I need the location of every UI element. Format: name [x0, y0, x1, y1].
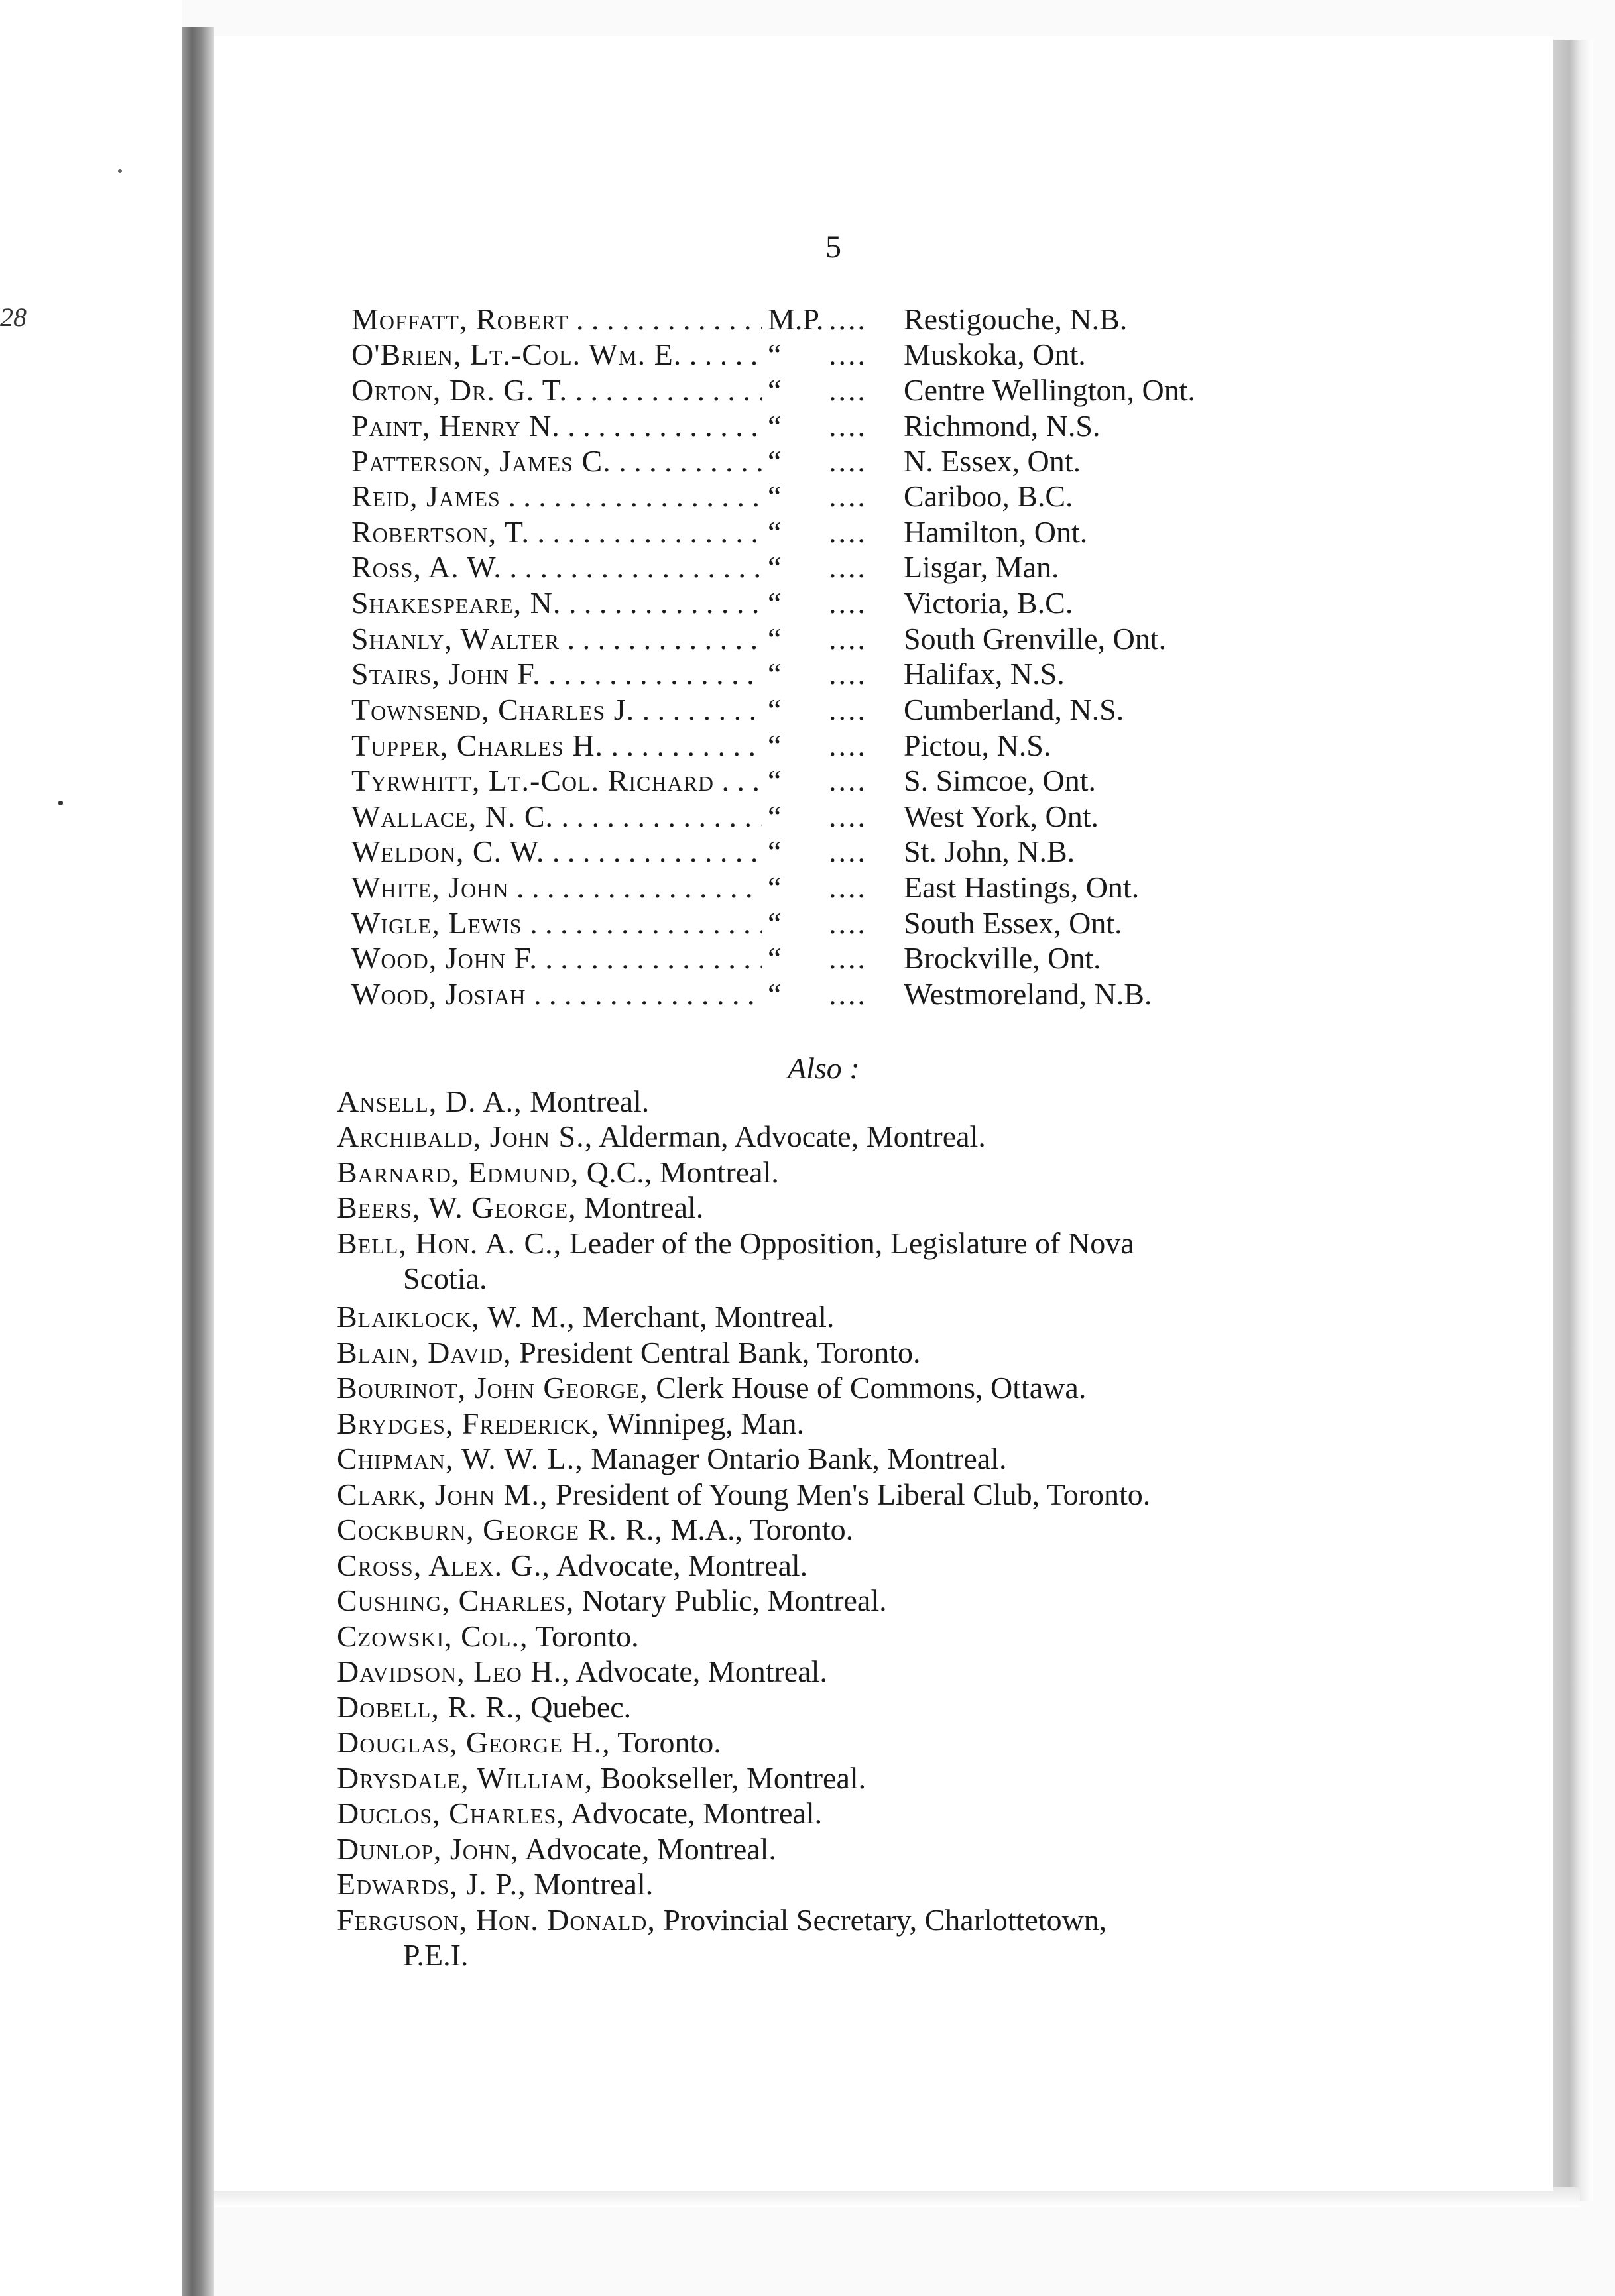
leader-dots: [829, 337, 867, 372]
member-title: “: [768, 728, 782, 762]
member-name: Orton, Dr. G. T. . . .: [351, 373, 762, 408]
member-constituency: Lisgar, Man.: [904, 550, 1059, 584]
entry-name: Clark, John M.,: [337, 1477, 548, 1511]
member-name: Wigle, Lewis . . .: [351, 905, 762, 941]
scan-speck: [58, 801, 63, 805]
entry-name: Brydges, Frederick,: [337, 1406, 600, 1440]
leader-dots: [829, 373, 867, 408]
member-name: White, John . . .: [351, 870, 762, 905]
leader-dots: [829, 941, 867, 976]
entry-detail: Advocate, Montreal.: [524, 1832, 776, 1866]
member-constituency: Centre Wellington, Ont.: [904, 373, 1196, 407]
entry-name: Bell, Hon. A. C.,: [337, 1226, 562, 1260]
entry-name: Cushing, Charles,: [337, 1583, 575, 1617]
member-title: “: [768, 906, 782, 940]
member-name: Townsend, Charles J. . . .: [351, 692, 762, 727]
list-item: [337, 1902, 1311, 1973]
member-constituency: Pictou, N.S.: [904, 728, 1051, 762]
list-item: [337, 1084, 1311, 1119]
member-constituency: Cumberland, N.S.: [904, 693, 1124, 726]
list-item: [337, 1155, 1311, 1190]
list-item: [337, 1512, 1311, 1547]
member-constituency: St. John, N.B.: [904, 834, 1075, 868]
member-constituency: Cariboo, B.C.: [904, 479, 1073, 513]
entry-name: Cockburn, George R. R.,: [337, 1513, 663, 1546]
member-constituency: East Hastings, Ont.: [904, 870, 1140, 904]
member-constituency: South Grenville, Ont.: [904, 622, 1167, 656]
member-title: “: [768, 409, 782, 443]
entry-name: Beers, W. George,: [337, 1190, 577, 1224]
leader-dots: [829, 514, 867, 549]
list-item: [337, 1760, 1311, 1796]
member-title: “: [768, 373, 782, 407]
member-title: “: [768, 693, 782, 726]
member-constituency: Richmond, N.S.: [904, 409, 1101, 443]
margin-fragment: 28: [0, 302, 27, 332]
member-constituency: N. Essex, Ont.: [904, 444, 1081, 478]
member-name: Weldon, C. W. . . .: [351, 834, 762, 869]
member-name: Wood, John F. . . .: [351, 941, 762, 976]
member-constituency: South Essex, Ont.: [904, 906, 1122, 940]
member-title: “: [768, 834, 782, 868]
member-name: Ross, A. W. . . .: [351, 549, 762, 585]
member-name: Reid, James . . .: [351, 479, 762, 514]
member-constituency: S. Simcoe, Ont.: [904, 764, 1097, 797]
entry-detail: Leader of the Opposition, Legislature of Nova: [569, 1226, 1134, 1260]
list-item: [337, 1226, 1311, 1296]
list-item: [337, 1796, 1311, 1831]
member-constituency: Muskoka, Ont.: [904, 337, 1086, 371]
member-name: Patterson, James C. . . .: [351, 443, 762, 479]
entry-continuation: P.E.I.: [403, 1938, 469, 1972]
member-name: Tupper, Charles H. . . .: [351, 728, 762, 763]
entry-name: Bourinot, John George,: [337, 1371, 648, 1405]
entry-detail: Quebec.: [530, 1690, 632, 1724]
entry-detail: Q.C., Montreal.: [586, 1155, 779, 1189]
member-name: Wood, Josiah . . .: [351, 976, 762, 1011]
leader-dots: [829, 728, 867, 763]
entry-name: Czowski, Col.,: [337, 1619, 528, 1653]
leader-dots: [829, 905, 867, 941]
leader-dots: [829, 834, 867, 869]
member-title: “: [768, 977, 782, 1011]
entry-name: Ansell, D. A.,: [337, 1084, 522, 1118]
leader-dots: [829, 799, 867, 834]
member-title: “: [768, 586, 782, 620]
member-name: Paint, Henry N. . . .: [351, 408, 762, 443]
member-constituency: West York, Ont.: [904, 799, 1099, 833]
leader-dots: [829, 621, 867, 656]
entry-detail: Toronto.: [535, 1619, 639, 1653]
entry-name: Davidson, Leo H.,: [337, 1654, 570, 1688]
member-title: “: [768, 657, 782, 691]
list-item: [337, 1406, 1311, 1441]
leader-dots: [829, 976, 867, 1011]
member-title: “: [768, 550, 782, 584]
member-constituency: Victoria, B.C.: [904, 586, 1073, 620]
entry-detail: Provincial Secretary, Charlottetown,: [663, 1903, 1107, 1937]
list-item: [337, 1190, 1311, 1225]
entry-detail: Advocate, Montreal.: [575, 1654, 827, 1688]
member-title: “: [768, 337, 782, 371]
member-title: “: [768, 444, 782, 478]
list-item: [337, 1548, 1311, 1583]
gutter-shadow: [182, 27, 214, 2296]
list-item: [337, 1725, 1311, 1760]
list-item: [337, 1654, 1311, 1689]
list-item: [337, 1690, 1311, 1725]
leader-dots: [829, 443, 867, 479]
page-number: 5: [825, 229, 841, 264]
member-name: Robertson, T. . . .: [351, 514, 762, 549]
member-name: O'Brien, Lt.-Col. Wm. E. . . .: [351, 337, 762, 372]
list-item: [337, 1335, 1311, 1370]
member-constituency: Westmoreland, N.B.: [904, 977, 1152, 1011]
member-name: Shanly, Walter . . .: [351, 621, 762, 656]
entry-name: Blain, David,: [337, 1336, 512, 1369]
member-title: “: [768, 515, 782, 549]
member-title: M.P.: [768, 302, 824, 336]
entry-detail: Advocate, Montreal.: [556, 1548, 808, 1582]
leader-dots: [829, 549, 867, 585]
member-title: “: [768, 764, 782, 797]
entry-name: Dobell, R. R.,: [337, 1690, 523, 1724]
member-constituency: Restigouche, N.B.: [904, 302, 1128, 336]
member-title: “: [768, 479, 782, 513]
entry-name: Archibald, John S.,: [337, 1119, 593, 1153]
member-name: Wallace, N. C. . . .: [351, 799, 762, 834]
entry-detail: Manager Ontario Bank, Montreal.: [591, 1442, 1007, 1475]
entry-detail: Merchant, Montreal.: [582, 1300, 835, 1334]
member-constituency: Hamilton, Ont.: [904, 515, 1088, 549]
entry-detail: Alderman, Advocate, Montreal.: [599, 1119, 986, 1153]
leader-dots: [829, 585, 867, 620]
entry-detail: Advocate, Montreal.: [570, 1796, 823, 1830]
member-title: “: [768, 941, 782, 975]
leader-dots: [829, 479, 867, 514]
scan-speck: [118, 169, 122, 173]
member-name: Stairs, John F. . . .: [351, 656, 762, 691]
member-name: Tyrwhitt, Lt.-Col. Richard . . .: [351, 763, 762, 798]
entry-name: Chipman, W. W. L.,: [337, 1442, 583, 1475]
entry-detail: Clerk House of Commons, Ottawa.: [656, 1371, 1087, 1405]
member-title: “: [768, 799, 782, 833]
entry-name: Barnard, Edmund,: [337, 1155, 579, 1189]
entry-name: Douglas, George H.,: [337, 1725, 611, 1759]
leader-dots: [829, 870, 867, 905]
entry-name: Dunlop, John,: [337, 1832, 519, 1866]
list-item: [337, 1119, 1311, 1154]
entry-name: Cross, Alex. G.,: [337, 1548, 550, 1582]
entry-detail: Bookseller, Montreal.: [600, 1761, 867, 1795]
entry-detail: Montreal.: [530, 1084, 650, 1118]
entry-detail: President Central Bank, Toronto.: [519, 1336, 921, 1369]
entry-name: Edwards, J. P.,: [337, 1867, 526, 1901]
entry-name: Blaiklock, W. M.,: [337, 1300, 575, 1334]
member-title: “: [768, 870, 782, 904]
list-item: [337, 1477, 1311, 1512]
entry-detail: Toronto.: [617, 1725, 721, 1759]
list-item: [337, 1831, 1311, 1866]
entry-name: Duclos, Charles,: [337, 1796, 565, 1830]
entry-name: Ferguson, Hon. Donald,: [337, 1903, 656, 1937]
list-item: [337, 1866, 1311, 1902]
leader-dots: [829, 302, 867, 337]
member-constituency: Brockville, Ont.: [904, 941, 1101, 975]
leader-dots: [829, 763, 867, 798]
entry-detail: M.A., Toronto.: [670, 1513, 854, 1546]
list-item: [337, 1619, 1311, 1654]
member-name: Moffatt, Robert . . .: [351, 302, 762, 337]
entry-detail: President of Young Men's Liberal Club, Toronto.: [555, 1477, 1151, 1511]
leader-dots: [829, 656, 867, 691]
member-name: Shakespeare, N. . . .: [351, 585, 762, 620]
list-item: [337, 1370, 1311, 1405]
entry-detail: Notary Public, Montreal.: [581, 1583, 887, 1617]
list-item: [337, 1441, 1311, 1476]
member-title: “: [768, 622, 782, 656]
entry-detail: Montreal.: [534, 1867, 654, 1901]
entry-continuation: Scotia.: [403, 1261, 487, 1295]
list-item: [337, 1299, 1311, 1334]
facing-page-edge: [0, 0, 182, 2296]
page-edge: [1553, 40, 1593, 2201]
list-item: [337, 1583, 1311, 1618]
member-constituency: Halifax, N.S.: [904, 657, 1065, 691]
also-heading: Also :: [788, 1051, 860, 1085]
entry-name: Drysdale, William,: [337, 1761, 593, 1795]
entry-detail: Montreal.: [584, 1190, 704, 1224]
entry-detail: Winnipeg, Man.: [606, 1406, 805, 1440]
leader-dots: [829, 408, 867, 443]
leader-dots: [829, 692, 867, 727]
